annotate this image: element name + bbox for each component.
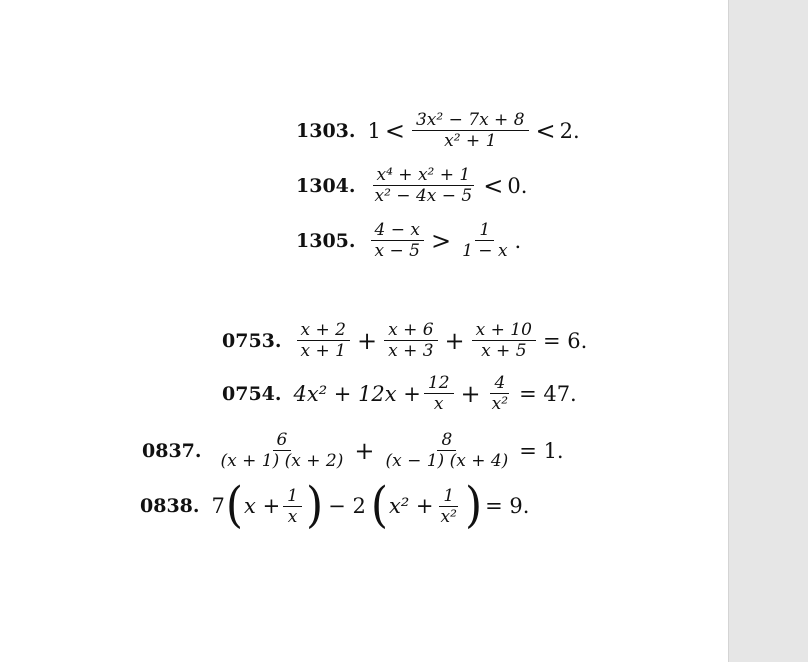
problem-0753	[222, 320, 587, 361]
denominator: x²	[491, 394, 509, 414]
numerator: 6	[273, 430, 292, 451]
fraction	[458, 220, 511, 261]
numerator: 4 − x	[371, 220, 424, 241]
numerator: x + 10	[472, 320, 536, 341]
problem-number: 1303.	[296, 119, 356, 142]
denominator: (x − 1) (x + 4)	[385, 451, 509, 471]
denominator: (x + 1) (x + 2)	[220, 451, 344, 471]
problem-number: 0838.	[140, 495, 200, 517]
fraction	[424, 373, 454, 414]
denominator: x	[433, 394, 444, 414]
expr-tail: = 47.	[519, 381, 577, 406]
denominator: x²	[440, 506, 457, 527]
right-paren: )	[306, 477, 324, 534]
expr-lead: 4x² + 12x +	[293, 381, 421, 406]
fraction	[412, 110, 529, 151]
numerator: 3x² − 7x + 8	[412, 110, 529, 131]
fraction	[384, 320, 437, 361]
denominator: x + 1	[300, 341, 346, 361]
greater-than-sign: >	[430, 226, 452, 255]
denominator: x² − 4x − 5	[374, 186, 473, 206]
numerator: 12	[424, 373, 454, 394]
plus-sign: +	[460, 379, 481, 408]
right-paren: )	[464, 477, 483, 534]
problem-number: 0753.	[222, 329, 282, 352]
expr-inner: x +	[244, 494, 281, 518]
denominator: x	[287, 506, 298, 527]
numerator: 1	[439, 486, 458, 507]
expr-tail: 2.	[559, 118, 580, 143]
numerator: x⁴ + x² + 1	[373, 165, 475, 186]
left-paren: (	[370, 477, 388, 534]
expr-tail: = 6.	[542, 328, 588, 353]
problem-1303	[296, 110, 580, 151]
denominator: x + 3	[388, 341, 434, 361]
expr-lead: 7	[211, 494, 225, 518]
denominator: x − 5	[374, 241, 420, 261]
problem-number: 1304.	[296, 174, 356, 197]
numerator: x + 2	[297, 320, 350, 341]
numerator: x + 6	[384, 320, 437, 341]
less-than-sign: <	[483, 171, 504, 200]
denominator: 1 − x	[462, 241, 508, 261]
scrollbar-track[interactable]	[728, 0, 808, 662]
numerator: 8	[437, 430, 456, 451]
fraction	[472, 320, 536, 361]
expr-lead: 1	[367, 118, 381, 143]
problem-0837	[142, 430, 564, 471]
less-than-sign: <	[535, 116, 556, 145]
fraction	[488, 373, 512, 414]
numerator: 1	[475, 220, 494, 241]
fraction	[297, 320, 350, 361]
plus-sign: +	[444, 326, 465, 355]
expr-tail: .	[514, 228, 522, 253]
expr-tail: 0.	[507, 173, 528, 198]
fraction	[371, 220, 424, 261]
problem-0838	[140, 477, 530, 534]
expr-tail: = 1.	[519, 438, 564, 463]
problem-number: 0837.	[142, 439, 202, 462]
problem-number: 0754.	[222, 382, 282, 405]
fraction	[381, 430, 512, 471]
problem-1305	[296, 220, 521, 261]
left-paren: (	[225, 477, 244, 534]
numerator: 4	[490, 373, 509, 394]
expr-inner: x² +	[388, 494, 434, 518]
problem-1304	[296, 165, 527, 206]
plus-sign: +	[356, 326, 378, 355]
less-than-sign: <	[384, 116, 405, 145]
denominator: x² + 1	[444, 131, 497, 151]
denominator: x + 5	[481, 341, 527, 361]
problem-0754	[222, 373, 577, 414]
expr-mid: − 2	[328, 494, 366, 518]
fraction	[437, 486, 461, 527]
fraction	[283, 486, 302, 527]
numerator: 1	[283, 486, 302, 507]
fraction	[217, 430, 348, 471]
fraction	[371, 165, 477, 206]
expr-tail: = 9.	[485, 494, 530, 518]
problem-number: 1305.	[296, 229, 356, 252]
plus-sign: +	[354, 436, 375, 465]
